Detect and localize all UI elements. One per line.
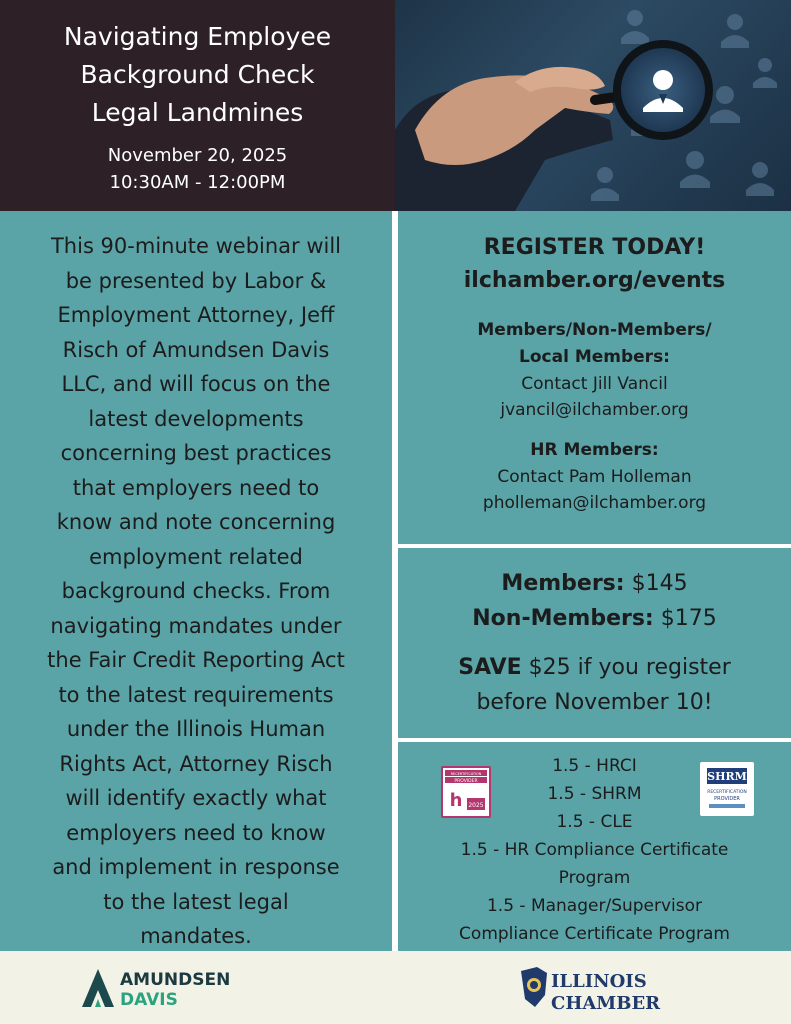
svg-text:RECERTIFICATION: RECERTIFICATION [707,790,747,795]
hr-heading: HR Members: [530,440,659,460]
nonmembers-price [398,601,791,636]
description-text [0,211,392,954]
svg-text:ILLINOIS: ILLINOIS [551,971,647,992]
credit-item: 1.5 - SHRM [547,784,642,804]
magnifying-glass-person-icon [395,0,791,211]
members-price-value: $145 [631,571,688,596]
description-line: employers need to know [66,820,326,845]
svg-text:RECERTIFICATION: RECERTIFICATION [450,772,482,776]
title-line: Background Check [80,60,315,89]
description-line: LLC, and will focus on the [61,372,331,396]
members-contact [398,317,791,423]
event-time: 10:30AM - 12:00PM [109,172,286,193]
register-today-label: REGISTER TODAY! [483,235,706,260]
description-line: be presented by Labor & [65,268,327,293]
footer-logos [0,951,791,1024]
credit-item: 1.5 - HR Compliance Certificate [460,840,729,860]
svg-text:DAVIS: DAVIS [120,990,178,1010]
description-line: mandates. [140,924,252,948]
amundsen-davis-triangle-icon [78,963,268,1013]
description-line: to the latest requirements [58,682,334,707]
credit-item: 1.5 - HRCI [552,756,637,776]
event-header [0,0,395,211]
description-line: that employers need to [72,475,320,500]
svg-text:CHAMBER: CHAMBER [551,993,661,1014]
credits-list [398,752,791,948]
save-label: SAVE [458,655,522,680]
description-line: This 90-minute webinar will [50,234,342,258]
svg-text:PROVIDER: PROVIDER [714,796,740,802]
registration-panel [398,211,791,951]
description-line: navigating mandates under [50,613,342,638]
description-line: latest developments [88,406,304,431]
early-discount [398,650,791,685]
description-line: Risch of Amundsen Davis [62,337,330,362]
description-line: and implement in response [52,855,340,879]
amundsen-davis-logo [78,963,268,1013]
members-email-link[interactable]: jvancil@ilchamber.org [500,400,689,420]
title-line: Legal Landmines [91,98,304,127]
description-line: concerning best practices [60,441,332,465]
illinois-chamber-logo [515,961,685,1015]
hr-email-link[interactable]: pholleman@ilchamber.org [482,493,707,513]
description-line: Employment Attorney, Jeff [57,303,335,327]
event-date: November 20, 2025 [107,145,288,166]
save-text: $25 if you register [528,655,731,680]
svg-text:AMUNDSEN: AMUNDSEN [120,970,231,990]
description-line: background checks. From [61,579,331,603]
register-box [398,211,791,544]
description-line: will identify exactly what [65,786,327,810]
illinois-chamber-seal-icon [515,961,685,1015]
pricing-box [398,548,791,738]
credit-item: 1.5 - CLE [556,812,633,832]
members-price [398,566,791,601]
credit-item: 1.5 - Manager/Supervisor [486,896,703,916]
credit-item: Program [558,868,631,888]
svg-text:SHRM: SHRM [707,770,747,783]
event-datetime [0,142,395,196]
members-heading: Local Members: [519,347,670,367]
nonmembers-price-value: $175 [660,606,717,631]
description-line: to the latest legal [103,889,289,914]
register-heading [398,231,791,297]
description-line: employment related [89,544,303,569]
hr-contact-name: Contact Pam Holleman [497,467,692,487]
nonmembers-price-label: Non-Members: [472,606,654,631]
register-url-link[interactable]: ilchamber.org/events [463,268,726,293]
header-photo [395,0,791,211]
webinar-description [0,211,395,951]
hr-contact [398,437,791,516]
members-price-label: Members: [501,571,625,596]
svg-text:PROVIDER: PROVIDER [454,779,478,784]
credit-item: Compliance Certificate Program [459,924,730,944]
title-line: Navigating Employee [63,22,332,51]
credits-box [398,742,791,951]
svg-text:h: h [449,790,463,811]
event-title [0,18,395,132]
description-line: under the Illinois Human [66,717,326,741]
description-line: know and note concerning [56,510,336,534]
members-heading: Members/Non-Members/ [477,320,712,340]
save-deadline: before November 10! [476,690,713,715]
members-contact-name: Contact Jill Vancil [521,374,668,394]
svg-text:2025: 2025 [468,802,484,809]
description-line: Rights Act, Attorney Risch [59,751,333,776]
description-line: the Fair Credit Reporting Act [47,648,345,672]
